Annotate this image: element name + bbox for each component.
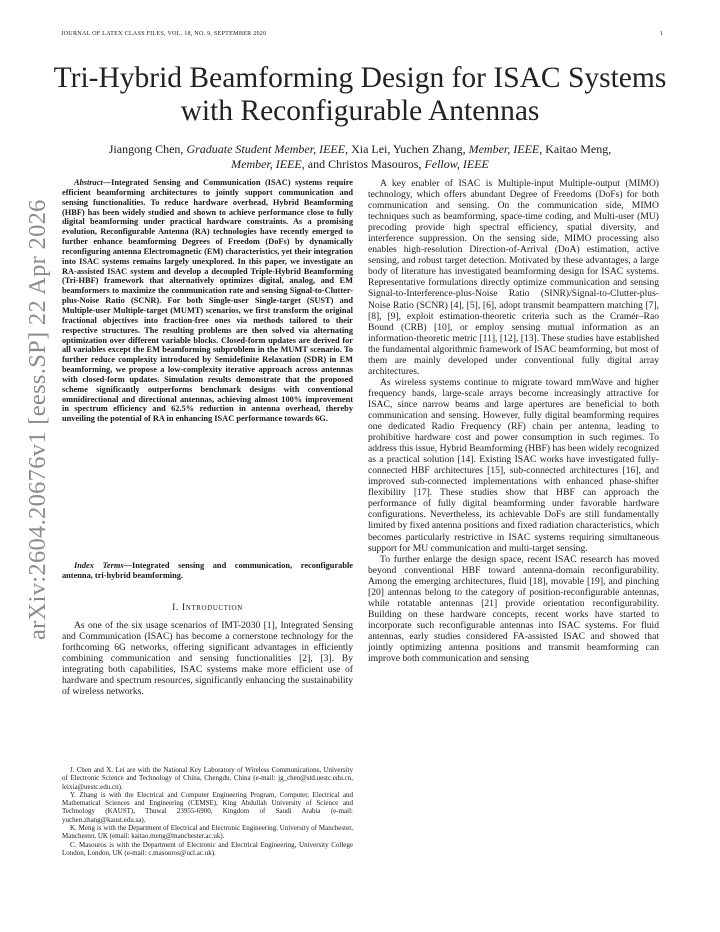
footnote-3: K. Meng is with the Department of Electrical and Electronic Engineering, University of Manchester, Manchester, UK (email: kaitao.meng@manchester.ac.uk).: [62, 824, 353, 841]
author-2-role: Member, IEEE: [468, 142, 540, 156]
abstract-text: —Integrated Sensing and Communication (ISAC) systems require efficient beamforming architectures to jointly support communication and sensing functionalities. To reduce hardware overhead, Hybrid Beamforming (HBF) has been widely studied and shown to achieve performance close to fully digital beamforming under practical hardware constraints. As a promising evolution, Reconfigurable Antenna (RA) technologies have recently emerged to further enhance beamforming Degrees of Freedom (DoFs) by dynamically reconfiguring antenna Electromagnetic (EM) characteristics, yet their integration into ISAC systems remains largely unexplored. In this paper, we investigate an RA-assisted ISAC system and develop a decoupled Triple-Hybrid Beamforming (Tri-HBF) framework that alternatively optimizes digital, analog, and EM beamformers to maximize the communication rate and sensing Signal-to-Clutter-plus-Noise Ratio (SCNR). For both Single-user Single-target (SUST) and Multiple-user Multiple-target (MUMT) scenarios, we first transform the original fractional objectives into fraction-free ones via methods tailored to their respective structures. The resulting problems are then solved via alternating optimization over different variable blocks. Closed-form updates are derived for all variables except the EM beamforming subproblem in the MUMT scenario. To further reduce complexity introduced by Semidefinite Relaxation (SDR) in EM beamforming, we propose a low-complexity iterative approach across antennas with closed-form updates. Simulation results demonstrate that the proposed scheme significantly outperforms benchmark designs with conventional omnidirectional and directional antennas, achieving almost 100% improvement in spectrum efficiency and 62.5% reduction in antenna overhead, thereby unveiling the potential of RA in enhancing ISAC performance towards 6G.: [62, 178, 353, 424]
abstract: [62, 178, 353, 424]
author-1: Jiangong Chen,: [108, 142, 187, 156]
author-3: , Kaitao Meng,: [539, 142, 612, 156]
intro-text: As one of the six usage scenarios of IMT-2030 [1], Integrated Sensing and Communication (ISAC) has become a cornerstone technology for the forthcoming 6G networks, offering significant advantages in efficiently combining communication and sensing functionalities [2], [3]. By integrating both capabilities, ISAC systems make more efficient use of hardware and spectrum resources, significantly enhancing the sustainability of wireless networks.: [62, 620, 353, 698]
index-terms-label: Index Terms: [74, 561, 124, 570]
author-2: , Xia Lei, Yuchen Zhang,: [345, 142, 469, 156]
footnote-1: J. Chen and X. Lei are with the National Key Laboratory of Wireless Communications, University of Electronic Science and Technology of China, Chengdu, China (e-mail: jg_chen@std.uestc.edu.cn, leixia@uestc.edu.cn).: [62, 766, 353, 791]
title-line-2: with Reconfigurable Antennas: [180, 95, 540, 127]
author-list: [60, 142, 660, 172]
author-1-role: Graduate Student Member, IEEE: [186, 142, 346, 156]
footnote-4: C. Masouros is with the Department of Electronic and Electrical Engineering, University College London, London, UK (e-mail: c.masouros@ucl.ac.uk).: [62, 840, 353, 857]
author-4-role: Fellow, IEEE: [424, 157, 489, 171]
right-paragraph-1: A key enabler of ISAC is Multiple-input Multiple-output (MIMO) technology, which offers abundant Degree of Freedoms (DoFs) for both communication and sensing. On the communication side, MIMO techniques such as beamforming, space-time coding, and Multi-user (MU) precoding provide high spectral efficiency, spatial diversity, and interference suppression. On the sensing side, MIMO processing also enables high-resolution Direction-of-Arrival (DoA) estimation, active sensing, and robust target detection. Motivated by these advantages, a large body of literature has investigated beamforming design for ISAC systems. Representative formulations directly optimize communication and sensing Signal-to-Interference-plus-Noise Ratio (SINR)/Signal-to-Clutter-plus-Noise Ratio (SCNR) [4], [5], [6], adopt transmit beampattern matching [7], [8], [9], exploit estimation-theoretic criteria such as the Cramér–Rao Bound (CRB) [10], or employ sensing mutual information as an information-theoretic metric [11], [12], [13]. These studies have established the fundamental algorithmic framework of ISAC beamforming, but most of them are mainly developed under conventional fully digital array architectures.: [368, 178, 659, 377]
right-paragraph-3: To further enlarge the design space, recent ISAC research has moved beyond conventional HBF toward antenna-domain reconfigurability. Among the emerging architectures, fluid [18], movable [19], and pinching [20] antennas belong to the category of position-reconfigurable antennas, while rotatable antennas [21] provide orientation reconfigurability. Building on these hardware concepts, recent works have started to incorporate such reconfigurable antennas into ISAC systems. For fluid antennas, early studies considered FA-assisted ISAC and showed that jointly optimizing antenna positions and transmit beamforming can improve both communication and sensing: [368, 553, 659, 665]
author-3-role: Member, IEEE: [231, 157, 302, 171]
author-4: , and Christos Masouros,: [301, 157, 425, 171]
right-column-body: [368, 178, 659, 664]
abstract-label: Abstract: [74, 178, 103, 187]
right-paragraph-2: As wireless systems continue to migrate toward mmWave and higher frequency bands, large-scale arrays become increasingly attractive for ISAC, since narrow beams and large apertures are beneficial to both communication and sensing. However, fully digital beamforming requires one dedicated Radio Frequency (RF) chain per antenna, leading to prohibitive hardware cost and power consumption in such regimes. To address this issue, Hybrid Beamforming (HBF) has been widely recognized as a practical solution [14]. Existing ISAC works have investigated fully-connected HBF architectures [15], sub-connected architectures [16], and improved sub-connected implementations with enhanced phase-shifter flexibility [17]. These studies show that HBF can approach the performance of fully digital beamforming under favorable hardware configurations. Nevertheless, its achievable DoFs are still fundamentally limited by fixed antenna positions and fixed radiation characteristics, which becomes particularly restrictive in ISAC systems requiring simultaneous support for MU communication and multi-target sensing.: [368, 376, 659, 554]
journal-header: JOURNAL OF LATEX CLASS FILES, VOL. 18, NO. 9, SEPTEMBER 2020: [61, 30, 267, 37]
title-line-1: Tri-Hybrid Beamforming Design for ISAC Systems: [53, 62, 667, 94]
running-header: [61, 30, 663, 42]
section-heading-introduction: I. Introduction: [172, 602, 243, 613]
paper-title: [40, 62, 680, 128]
page-number: 1: [659, 30, 663, 37]
intro-paragraph-1: [62, 620, 353, 697]
index-terms-text: —Integrated sensing and communication, reconfigurable antenna, tri-hybrid beamforming.: [62, 561, 353, 580]
footnotes: [62, 766, 353, 857]
index-terms: [62, 561, 353, 581]
arxiv-stamp: arXiv:2604.20676v1 [eess.SP] 22 Apr 2026: [24, 199, 51, 640]
footnote-2: Y. Zhang is with the Electrical and Computer Engineering Program, Computer, Electrical and Mathematical Sciences and Engineering (CEMSE), King Abdullah University of Science and Technology (KAUST), Thuwal 23955-6900, Kingdom of Saudi Arabia (e-mail: yuchen.zhang@kaust.edu.sa).: [62, 790, 353, 824]
